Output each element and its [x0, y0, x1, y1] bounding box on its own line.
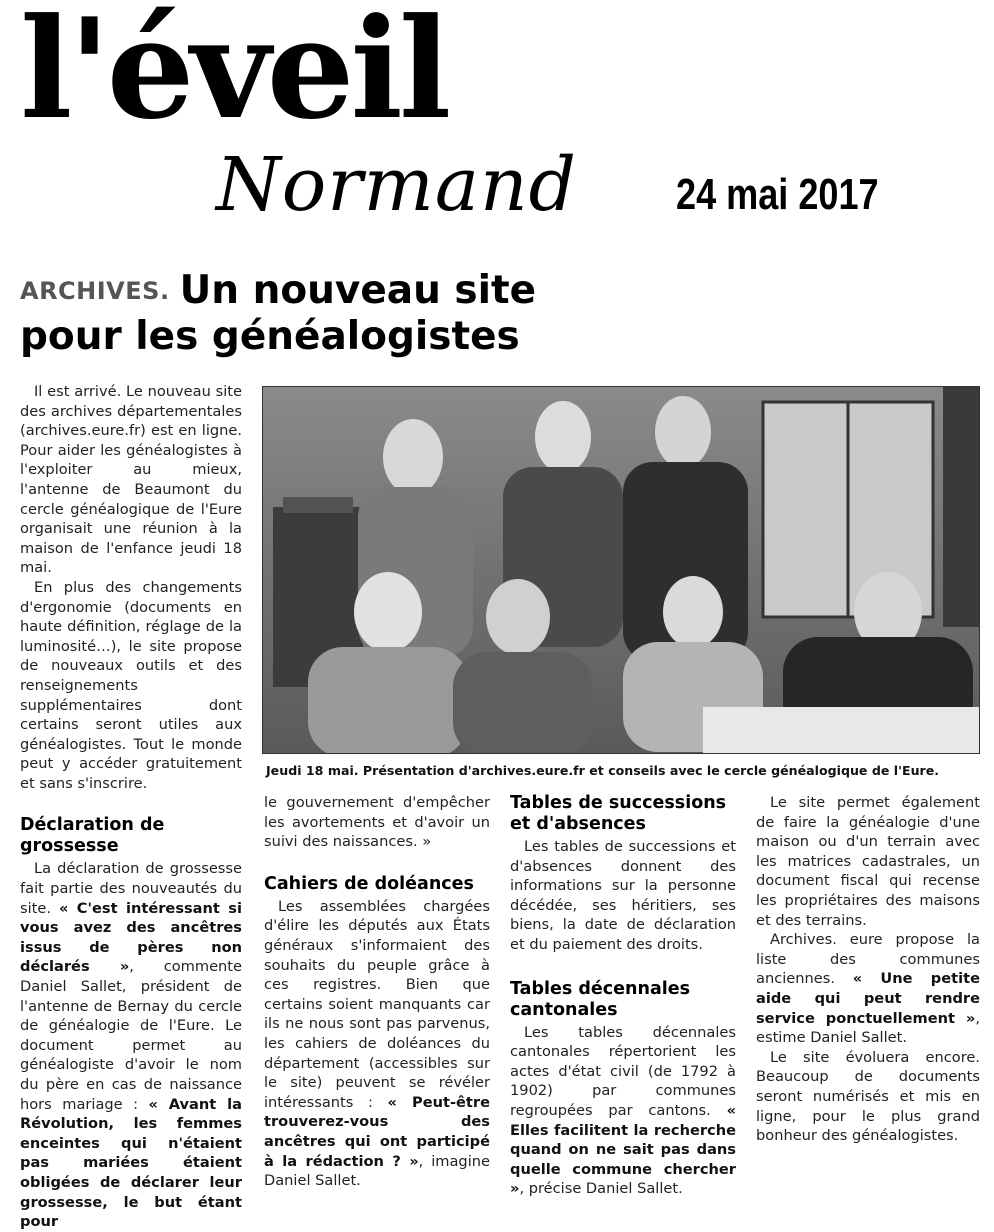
paragraph: Les tables décennales cantonales répertorient les actes d'état civil (de 1792 à 1902) par communes regroupées par cantons. « Elles facilitent la recherche quand on ne sait pas dans quelle commune chercher », précise Daniel Sallet. [510, 1023, 736, 1198]
article-headline [20, 268, 960, 360]
quote: « Avant la Révolution, les femmes enceintes qui n'étaient pas mariées étaient obligées de déclarer leur grossesse, le but étant pour [20, 1095, 243, 1231]
headline-line-1: Un nouveau site [179, 268, 537, 313]
article-column-2 [264, 793, 490, 1191]
quote: « Elles facilitent la recherche quand on ne sait pas dans quelle commune chercher » [510, 1101, 736, 1198]
paragraph: Le site évoluera encore. Beaucoup de documents seront numérisés et mis en ligne, pour le plus grand bonheur des généalogistes. [756, 1048, 980, 1145]
article-column-4 [756, 793, 980, 1146]
subheading-declaration: Déclaration de grossesse [20, 815, 165, 857]
subheading-decennales: Tables décennales cantonales [510, 978, 691, 1020]
masthead-logo [20, 0, 580, 228]
publication-date: 24 mai 2017 [676, 170, 879, 219]
paragraph: Archives. eure propose la liste des communes anciennes. « Une petite aide qui peut rendre service ponctuellement », estime Daniel Sallet. [756, 931, 980, 1047]
subheading-successions: Tables de successions et d'absences [510, 793, 727, 834]
headline-line-2: pour les généalogistes [20, 314, 520, 359]
quote: « Peut-être trouverez-vous des ancêtres qui ont participé à la rédaction ? » [264, 1093, 490, 1170]
paragraph: Les tables de successions et d'absences donnent des informations sur la personne décédée, ses héritiers, ses biens, la date de déclaration et du paiement des droits. [510, 838, 736, 953]
group-photo-image [263, 387, 979, 753]
paragraph: La déclaration de grossesse fait partie des nouveautés du site. « C'est intéressant si vous avez des ancêtres issus de pères non déclarés », commente Daniel Sallet, président de l'antenne de Bernay du cercle de généalogie de l'Eure. Le document permet au généalogiste d'avoir le nom du père en cas de naissance hors mariage : « Avant la Révolution, les femmes enceintes qui n'étaient pas mariées étaient obligées de déclarer leur grossesse, le but étant pour [20, 860, 243, 1231]
masthead-name-sub: Normand [216, 142, 577, 228]
masthead-name-main: l'éveil [20, 0, 448, 150]
article-column-3 [510, 793, 736, 1199]
paragraph: En plus des changements d'ergonomie (documents en haute définition, réglage de la luminosité…), le site propose de nouveaux outils et des renseignements supplémentaires dont certains seront utiles aux généalogistes. Tout le monde peut y accéder gratuitement et sans s'inscrire. [20, 578, 242, 792]
quote: « C'est intéressant si vous avez des ancêtres issus de pères non déclarés » [20, 899, 242, 976]
paragraph: Les assemblées chargées d'élire les députés aux États généraux s'informaient des souhaits du peuple grâce à ces registres. Bien que certains soient manquants car ils ne nous sont pas parvenus, les cahiers de doléances du département (accessibles sur le site) peuvent se révéler intéressants : « Peut-être trouverez-vous des ancêtres qui ont participé à la rédaction ? », imagine Daniel Sallet. [264, 897, 490, 1190]
paragraph: le gouvernement d'empêcher les avortements et d'avoir un suivi des naissances. » [264, 794, 490, 851]
article-column-1 [20, 382, 242, 1232]
subheading-cahiers: Cahiers de doléances [264, 873, 474, 894]
paragraph: Il est arrivé. Le nouveau site des archives départementales (archives.eure.fr) est en ligne. Pour aider les généalogistes à l'exploiter au mieux, l'antenne de Beaumont du cercle généalogique de l'Eure organisait une réunion à la maison de l'enfance jeudi 18 mai. [20, 383, 242, 577]
article-photo [262, 386, 980, 754]
quote: « Une petite aide qui peut rendre service ponctuellement » [756, 970, 980, 1027]
photo-caption: Jeudi 18 mai. Présentation d'archives.eure.fr et conseils avec le cercle généalogique de l'Eure. [266, 763, 940, 778]
section-kicker: ARCHIVES. [20, 277, 170, 305]
paragraph: Le site permet également de faire la généalogie d'une maison ou d'un terrain avec les matrices cadastrales, un document fiscal qui recense les propriétaires des maisons et des terrains. [756, 794, 980, 929]
